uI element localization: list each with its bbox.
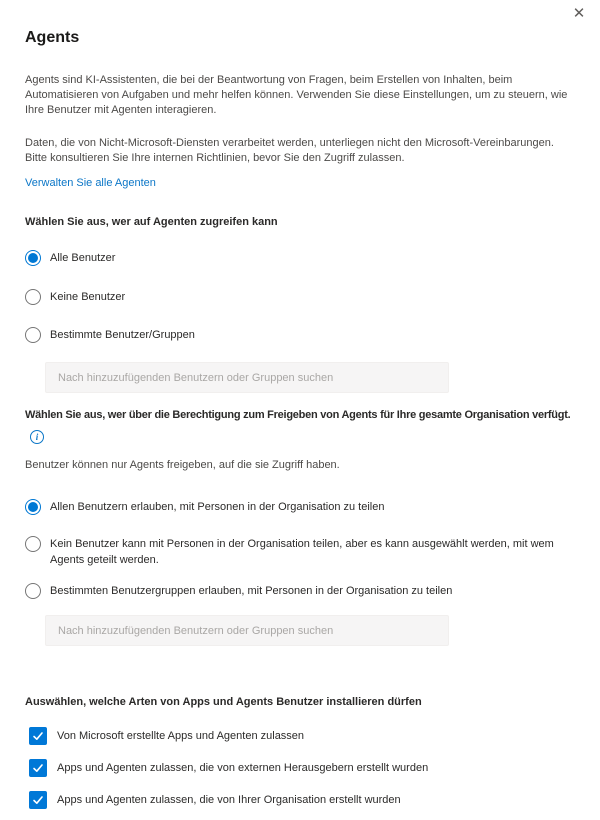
checkbox-checked-icon [29,759,47,777]
checkbox-label: Apps und Agenten zulassen, die von Ihrer Organisation erstellt wurden [57,794,401,806]
radio-option-all-users[interactable] [25,250,581,266]
manage-all-agents-link[interactable]: Verwalten Sie alle Agenten [25,177,156,189]
radio-option-no-user-share[interactable] [25,536,581,568]
access-section-heading: Wählen Sie aus, wer auf Agenten zugreifen kann [25,216,278,228]
privacy-paragraph: Daten, die von Nicht-Microsoft-Diensten verarbeitet werden, unterliegen nicht den Microsoft-Vereinbarungen. Bitte konsultieren Sie Ihre internen Richtlinien, bevor Sie den Zugriff zulassen. [25,137,554,164]
checkmark-icon [32,762,44,774]
sharing-section-heading: Wählen Sie aus, wer über die Berechtigung zum Freigeben von Agents für Ihre gesamte Organisation verfügt. [25,409,571,421]
close-button[interactable] [566,2,592,26]
intro-paragraph: Agents sind KI-Assistenten, die bei der Beantwortung von Fragen, beim Erstellen von Inhalten, beim Automatisieren von Aufgaben und mehr helfen können. Verwenden Sie diese Einstellungen, um zu steuern, wie Ihre Benutzer mit Agenten interagieren. [25,74,568,116]
install-section-heading: Auswählen, welche Arten von Apps und Agents Benutzer installieren dürfen [25,696,422,708]
radio-option-specific-users[interactable] [25,327,581,343]
radio-option-label: Alle Benutzer [50,252,116,264]
radio-option-allow-all-share[interactable] [25,499,581,515]
radio-option-label: Bestimmte Benutzer/Gruppen [50,329,195,341]
radio-unselected-icon [25,536,41,552]
radio-unselected-icon [25,289,41,305]
checkmark-icon [32,794,44,806]
sharing-subtext: Benutzer können nur Agents freigeben, auf die sie Zugriff haben. [25,459,340,471]
checkbox-label: Apps und Agenten zulassen, die von externen Herausgebern erstellt wurden [57,762,429,774]
radio-option-label: Keine Benutzer [50,291,126,303]
radio-selected-icon [25,499,41,515]
checkbox-checked-icon [29,727,47,745]
radio-option-label: Allen Benutzern erlauben, mit Personen in der Organisation zu teilen [50,501,385,513]
radio-option-label: Bestimmten Benutzergruppen erlauben, mit Personen in der Organisation zu teilen [50,585,453,597]
radio-unselected-icon [25,327,41,343]
sharing-section-header [25,409,599,444]
radio-option-label: Kein Benutzer kann mit Personen in der Organisation teilen, aber es kann ausgewählt werden, mit wem Agents geteilt werden. [50,538,554,566]
checkbox-microsoft-apps[interactable] [29,727,304,745]
radio-option-specific-groups-share[interactable] [25,583,581,599]
radio-option-no-users[interactable] [25,289,581,305]
checkbox-label: Von Microsoft erstellte Apps und Agenten zulassen [57,730,305,742]
sharing-user-group-search-input[interactable] [45,615,449,646]
close-icon: ✕ [572,5,586,22]
checkbox-external-publisher-apps[interactable] [29,759,428,777]
access-user-group-search-input[interactable] [45,362,449,393]
radio-unselected-icon [25,583,41,599]
info-icon[interactable]: i [30,430,44,444]
checkbox-checked-icon [29,791,47,809]
radio-selected-icon [25,250,41,266]
page-title: Agents [25,29,80,46]
checkmark-icon [32,730,44,742]
checkbox-org-apps[interactable] [29,791,401,809]
